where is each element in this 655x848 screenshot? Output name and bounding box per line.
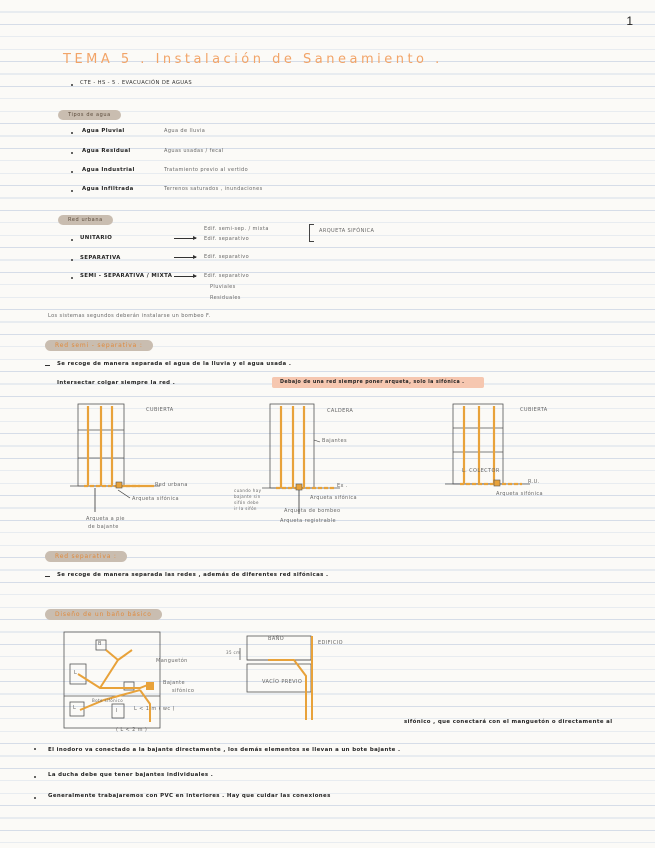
bano-medida: 35 cm — [226, 650, 241, 655]
d2-left2: bajante sin — [234, 494, 261, 499]
d3-label: CUBIERTA — [520, 407, 548, 413]
arqueta-1 — [116, 482, 122, 488]
tipo-name: Agua Industrial — [82, 167, 135, 173]
d1-arq: Arqueta sifónica — [132, 496, 180, 502]
d2-arq: Arqueta sifónica — [310, 495, 358, 501]
arrow-1b — [118, 490, 130, 498]
bullet-dot — [71, 190, 73, 192]
bano-mangueton: Manguetón — [156, 658, 188, 664]
d3-arq: Arqueta sifónica — [496, 491, 544, 497]
bullet-dot — [71, 239, 73, 241]
d2-ex: Ex . — [337, 483, 348, 489]
bano-sifon: sifónico — [172, 688, 195, 694]
bano-ducha: Bote sifónico — [92, 698, 124, 703]
red-opt: Pluviales — [210, 284, 236, 290]
tipo-desc: Aguas usadas / fecal — [164, 148, 224, 154]
red-footnote: Los sistemas segundos deberán instalarse un bombeo F. — [48, 313, 211, 319]
bano-side-note: sifónico , que conectará con el manguetón o directamente al — [404, 719, 613, 725]
bullet-dot — [34, 797, 36, 799]
red-pill: Red urbana — [58, 215, 113, 225]
bracket — [309, 224, 314, 242]
tipo-desc: Terrenos saturados , inundaciones — [164, 186, 263, 192]
d2-left3: sifón debe — [234, 500, 259, 505]
red-opt: Edif. separativo — [204, 273, 250, 279]
bano-tag: B — [98, 641, 102, 647]
d1-note2: de bajante — [88, 524, 119, 530]
bano-edificio: EDIFICIO — [318, 640, 343, 646]
red-opt: Edif. separativo — [204, 254, 250, 260]
tipo-name: Agua Pluvial — [82, 128, 125, 134]
arqueta-3 — [494, 480, 500, 486]
d2-bomb1: Arqueta de bombeo — [284, 508, 341, 514]
bano-bullet: El inodoro va conectado a la bajante directamente , los demás elementos se llevan a un bote bajante . — [48, 747, 401, 753]
bano-bajante: Bajante — [163, 680, 185, 686]
building-1 — [70, 404, 160, 486]
red-opt: Edif. semi-sep. / mixta — [204, 226, 269, 232]
semi-line1: Se recoge de manera separada el agua de la lluvia y el agua usada . — [57, 361, 292, 367]
d2-label: CALDERA — [327, 408, 354, 414]
dash — [45, 365, 50, 366]
page-title: TEMA 5 . Instalación de Saneamiento . — [63, 52, 443, 67]
tipo-name: Agua Residual — [82, 148, 131, 154]
arrow — [174, 257, 196, 258]
red-opt: Edif. separativo — [204, 236, 250, 242]
d2-bomb2: Arqueta registrable — [280, 518, 336, 524]
red-opt: Residuales — [210, 295, 241, 301]
bano-dist2: ( L < 2 m ) — [116, 727, 148, 733]
bullet-dot — [71, 277, 73, 279]
bano-vacio: VACÍO PREVIO — [262, 679, 303, 685]
bano-title: BAÑO — [268, 636, 285, 642]
bano-tag: L — [73, 705, 77, 711]
d2-left1: cuando hay — [234, 488, 262, 493]
bullet-dot — [34, 748, 36, 750]
bullet-dot — [71, 84, 73, 86]
red-name: UNITARIO — [80, 235, 113, 241]
d1-note1: Arqueta a pie — [86, 516, 125, 522]
d2-bajante: Bajantes — [322, 438, 347, 444]
building-2 — [262, 404, 340, 488]
dash — [45, 576, 50, 577]
semi-highlight: Debajo de una red siempre poner arqueta, solo la sifónica . — [280, 380, 465, 385]
sep-pill: Red separativa : — [45, 551, 127, 562]
bullet-dot — [71, 259, 73, 261]
tipo-name: Agua Infiltrada — [82, 186, 134, 192]
d3-colector: L. COLECTOR — [462, 468, 500, 474]
pipes-1 — [84, 406, 154, 486]
semi-line2: Intersectar colgar siempre la red . — [57, 380, 176, 386]
page-number: 1 — [626, 14, 633, 28]
tipos-pill: Tipos de agua — [58, 110, 121, 120]
arrow — [174, 238, 196, 239]
d1-label: CUBIERTA — [146, 407, 174, 413]
bano-dist: L < 1 m ( wc ) — [134, 706, 175, 712]
arrow — [174, 276, 196, 277]
bano-bullet: La ducha debe que tener bajantes individuales . — [48, 772, 214, 778]
tipo-desc: Tratamiento previo al vertido — [164, 167, 249, 173]
red-name: SEPARATIVA — [80, 255, 121, 261]
arqueta-2 — [296, 484, 302, 490]
bano-bullet: Generalmente trabajaremos con PVC en interiores . Hay que cuidar las conexiones — [48, 793, 331, 799]
bullet-dot — [71, 132, 73, 134]
bano-pill: Diseño de un baño básico — [45, 609, 162, 620]
d1-red: Red urbana — [155, 482, 188, 488]
bano-tag: I — [116, 708, 118, 714]
sep-line1: Se recoge de manera separada las redes , además de diferentes red sifónicas . — [57, 572, 329, 578]
red-name: SEMI - SEPARATIVA / MIXTA — [80, 273, 173, 279]
bullet-dot — [34, 776, 36, 778]
pipes-2 — [276, 406, 334, 488]
bullet-dot — [71, 152, 73, 154]
bano-tag: L — [74, 670, 78, 676]
bullet-dot — [71, 171, 73, 173]
d2-left4: ir la sifón — [234, 506, 257, 511]
intro-text: CTE - HS - 5 . EVACUACIÓN DE AGUAS — [80, 80, 193, 86]
semi-pill: Red semi - separativa : — [45, 340, 153, 351]
d3-ru: R.U. — [528, 479, 540, 485]
bracket-note: ARQUETA SIFÓNICA — [319, 228, 375, 234]
tipo-desc: Agua de lluvia — [164, 128, 206, 134]
